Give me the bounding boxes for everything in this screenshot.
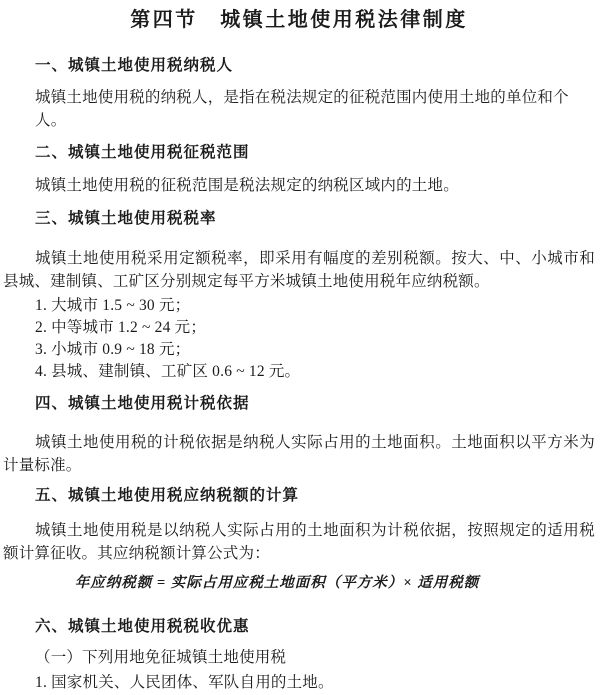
paragraph-basis	[3, 431, 595, 477]
page-title: 第四节 城镇土地使用税法律制度	[130, 9, 468, 31]
rate-item-medium-city: 2. 中等城市 1.2 ~ 24 元；	[35, 319, 207, 336]
paragraph-taxpayer	[3, 86, 595, 132]
paragraph-line: 城镇土地使用税的征税范围是税法规定的纳税区域内的土地。	[35, 177, 459, 194]
rate-item-small-city: 3. 小城市 0.9 ~ 18 元；	[35, 341, 191, 358]
paragraph-line: 额计算征收。其应纳税额计算公式为：	[3, 545, 270, 562]
heading-basis: 四、城镇土地使用税计税依据	[35, 395, 250, 412]
rate-item-county: 4. 县城、建制镇、工矿区 0.6 ~ 12 元。	[35, 363, 301, 380]
paragraph-calculation	[3, 519, 595, 565]
heading-preference: 六、城镇土地使用税税收优惠	[35, 618, 250, 635]
paragraph-line: 城镇土地使用税是以纳税人实际占用的土地面积为计税依据，按照规定的适用税	[35, 522, 595, 539]
paragraph-line: 城镇土地使用税的纳税人，是指在税法规定的征税范围内使用土地的单位和个人。	[35, 89, 569, 129]
paragraph-rate	[3, 247, 595, 293]
paragraph-line: 城镇土地使用税采用定额税率，即采用有幅度的差别税额。按大、中、小城市和	[35, 250, 595, 267]
exemption-item: 1. 国家机关、人民团体、军队自用的土地。	[35, 674, 334, 691]
exemption-subheading: （一）下列用地免征城镇土地使用税	[35, 649, 287, 666]
heading-scope: 二、城镇土地使用税征税范围	[35, 144, 250, 161]
paragraph-line: 县城、建制镇、工矿区分别规定每平方米城镇土地使用税年应纳税额。	[3, 273, 490, 290]
heading-taxpayer: 一、城镇土地使用税纳税人	[35, 57, 234, 74]
paragraph-line: 城镇土地使用税的计税依据是纳税人实际占用的土地面积。土地面积以平方米为	[35, 434, 595, 451]
heading-calculation: 五、城镇土地使用税应纳税额的计算	[35, 487, 300, 504]
paragraph-line: 计量标准。	[3, 457, 82, 474]
tax-formula: 年应纳税额 = 实际占用应税土地面积（平方米）× 适用税额	[74, 575, 480, 591]
paragraph-scope	[3, 174, 595, 197]
rate-list	[3, 295, 595, 383]
rate-item-large-city: 1. 大城市 1.5 ~ 30 元；	[35, 297, 191, 314]
exemption-list	[3, 645, 595, 695]
heading-rate: 三、城镇土地使用税税率	[35, 210, 217, 227]
